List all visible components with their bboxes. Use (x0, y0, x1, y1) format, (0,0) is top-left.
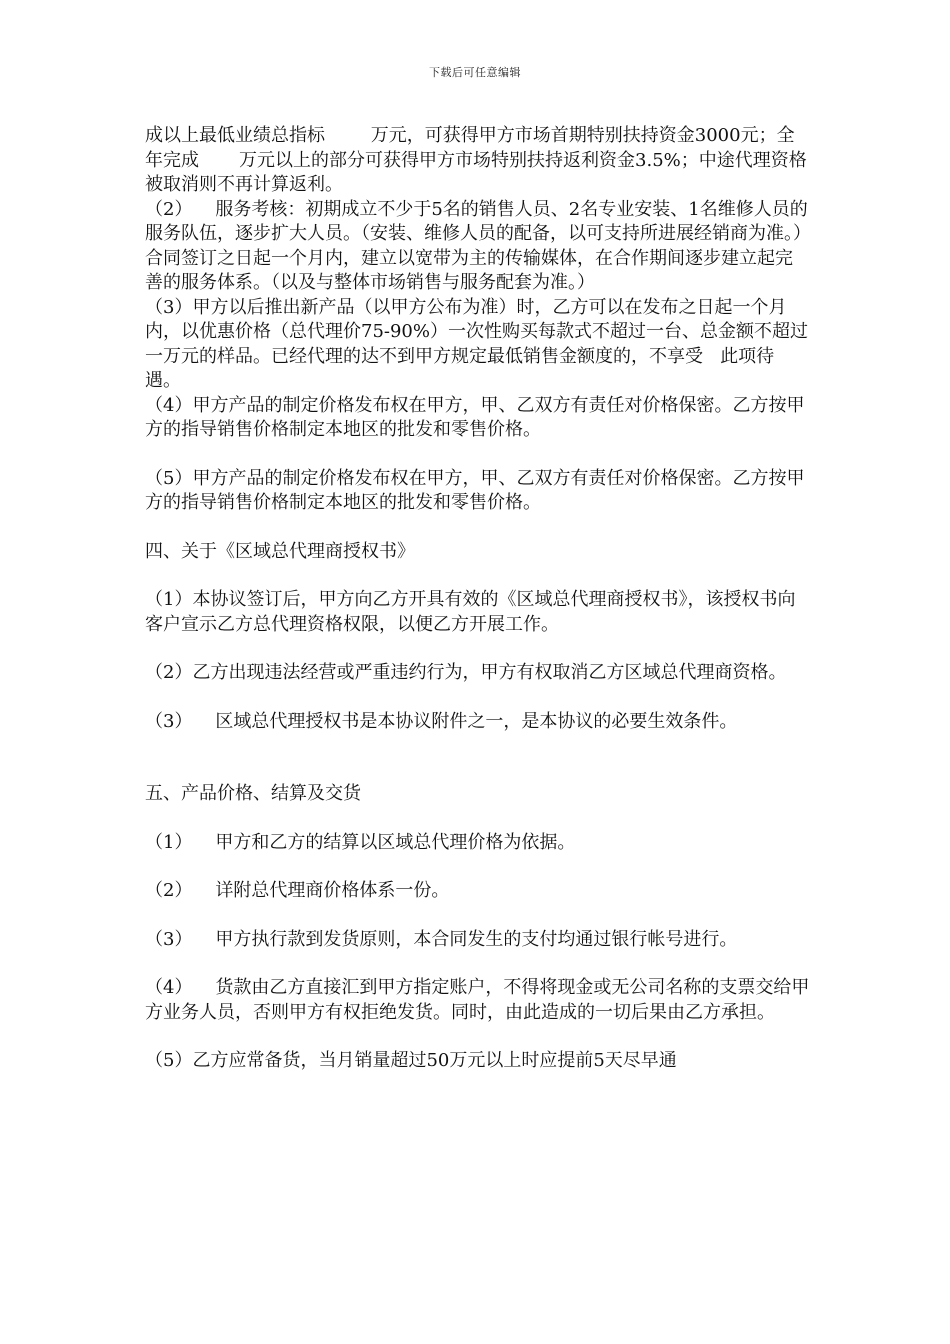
paragraph-settlement-4: （4） 货款由乙方直接汇到甲方指定账户，不得将现金或无公司名称的支票交给甲方业务人员，否则甲方有权拒绝发货。同时，由此造成的一切后果由乙方承担。 (145, 977, 810, 1023)
paragraph-service-assessment: （2） 服务考核：初期成立不少于5名的销售人员、2名专业安装、1名维修人员的服务队伍，逐步扩大人员。（安装、维修人员的配备，以可支持所进展经销商为准。）合同签订之日起一个月内，建立以宽带为主的传输媒体，在合作期间逐步建立起完善的服务体系。（以及与整体市场销售与服务配套为准。） (145, 198, 808, 293)
paragraph-settlement-3: （3） 甲方执行款到发货原则，本合同发生的支付均通过银行帐号进行。 (145, 928, 738, 950)
paragraph-performance-target: 成以上最低业绩总指标 万元，可获得甲方市场首期特别扶持资金3000元；全年完成 万元以上的部分可获得甲方市场特别扶持返利资金3.5%；中途代理资格被取消则不再计算返利。 (145, 125, 807, 195)
paragraph-pricing-rights-4: （4）甲方产品的制定价格发布权在甲方，甲、乙双方有责任对价格保密。乙方按甲方的指导销售价格制定本地区的批发和零售价格。 (145, 394, 805, 440)
paragraph-settlement-2: （2） 详附总代理商价格体系一份。 (145, 880, 450, 901)
paragraph-new-product-samples: （3）甲方以后推出新产品（以甲方公布为准）时，乙方可以在发布之日起一个月内，以优惠价格（总代理价75-90%）一次性购买每款式不超过一台、总金额不超过一万元的样品。已经代理的达不到甲方规定最低销售金额度的，不享受 此项待遇。 (145, 296, 808, 391)
section-heading-5: 五、产品价格、结算及交货 (145, 783, 361, 804)
paragraph-authorization-1: （1）本协议签订后，甲方向乙方开具有效的《区域总代理商授权书》，该授权书向客户宣示乙方总代理资格权限，以便乙方开展工作。 (145, 589, 796, 635)
paragraph-pricing-rights-5: （5）甲方产品的制定价格发布权在甲方，甲、乙双方有责任对价格保密。乙方按甲方的指导销售价格制定本地区的批发和零售价格。 (145, 467, 805, 513)
paragraph-settlement-1: （1） 甲方和乙方的结算以区域总代理价格为依据。 (145, 831, 576, 853)
section-heading-4: 四、关于《区域总代理商授权书》 (145, 540, 415, 562)
paragraph-settlement-5: （5）乙方应常备货，当月销量超过50万元以上时应提前5天尽早通 (145, 1050, 677, 1071)
paragraph-authorization-3: （3） 区域总代理授权书是本协议附件之一，是本协议的必要生效条件。 (145, 710, 738, 732)
paragraph-authorization-2: （2）乙方出现违法经营或严重违约行为，甲方有权取消乙方区域总代理商资格。 (145, 662, 787, 683)
page-header: 下载后可任意编辑 (429, 66, 521, 79)
document-body (145, 124, 810, 1074)
